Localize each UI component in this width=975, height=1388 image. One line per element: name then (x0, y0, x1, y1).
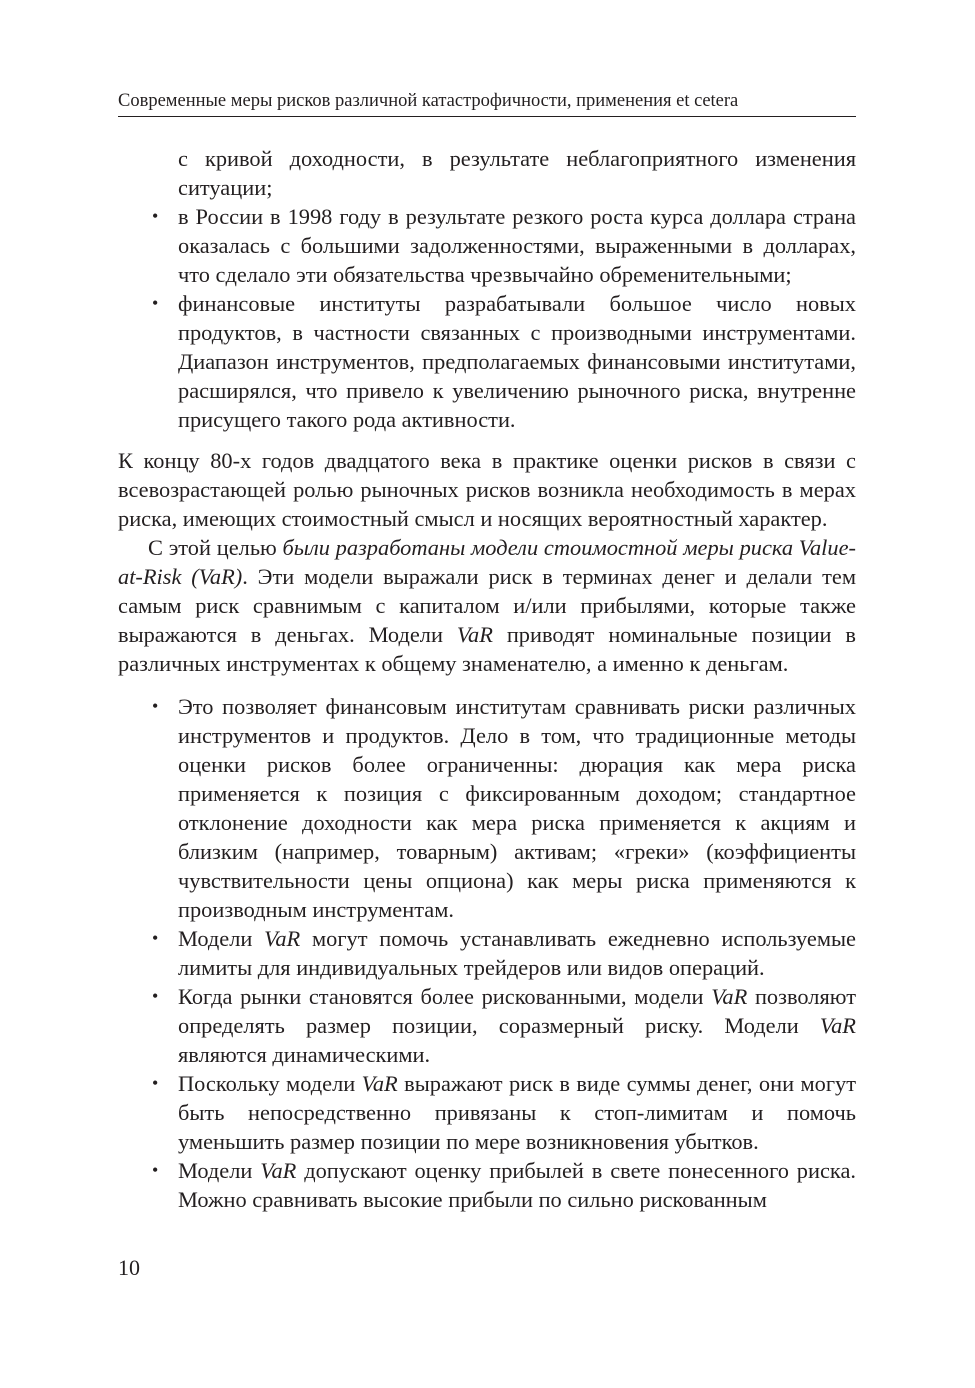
paragraph: К концу 80-х годов двадцатого века в практике оценки рисков в связи с всевозрастающей ролью рыночных рисков возникла необходимость в мерах риска, имеющих стоимостный смысл и носящих вероятностный характер. (118, 448, 856, 531)
page-number: 10 (118, 1255, 140, 1280)
var-term: VaR (260, 1158, 297, 1183)
list-item-text: Поскольку модели (178, 1071, 362, 1096)
list-item-text: Когда рынки становятся более рискованными, модели (178, 984, 712, 1009)
list-item (152, 692, 856, 924)
list-item-text: могут помочь устанавливать ежедневно используемые лимиты для индивидуальных трейдеров или видов операций. (178, 926, 856, 980)
var-term: VaR (819, 1013, 856, 1038)
bullet-icon: • (152, 986, 159, 1006)
running-header: Современные меры рисков различной катастрофичности, применения et cetera (118, 91, 739, 111)
var-term: VaR (361, 1071, 398, 1096)
bullet-icon: • (152, 206, 159, 226)
paragraph-tail: приводят номинальные позиции в различных инструментах к общему знаменателю, а именно к деньгам. (118, 622, 856, 676)
paragraph-emphasis: были разработаны модели стоимостной меры риска Value-at-Risk (VaR) (118, 535, 856, 589)
list-item-text: допускают оценку прибылей в свете понесенного риска. Можно сравнивать высокие прибыли по сильно рискованным (178, 1158, 856, 1212)
list-item-text: Модели (178, 926, 265, 951)
paragraph-lead: С этой целью (148, 535, 283, 560)
list-item-text: Модели (178, 1158, 261, 1183)
paragraph (118, 533, 856, 678)
list-item (152, 1069, 856, 1156)
list-item-text: являются динамическими. (178, 1042, 431, 1067)
body-text (118, 144, 856, 1214)
continued-bullet-text: с кривой доходности, в результате неблагоприятного изменения ситуации; (178, 146, 856, 200)
list-item (152, 202, 856, 289)
bullet-icon: • (152, 1160, 159, 1180)
list-item-text: финансовые институты разрабатывали большое число новых продуктов, в частности связанных с производными инструментами. Диапазон инструментов, предполагаемых финансовыми институтами, расширялся, что привело к увеличению рыночного риска, внутренне присущего такого рода активности. (178, 291, 856, 432)
list-item (152, 1156, 856, 1214)
list-item (152, 924, 856, 982)
list-item-text: в России в 1998 году в результате резкого роста курса доллара страна оказалась с большими задолженностями, выраженными в долларах, что сделало эти обязательства чрезвычайно обременительными; (178, 204, 856, 287)
list-item (152, 982, 856, 1069)
list-item-text: Это позволяет финансовым институтам сравнивать риски различных инструментов и продуктов. Дело в том, что традиционные методы оценки рисков более ограниченны: дюрация как мера риска применяется к позиция с фиксированным доходом; стандартное отклонение доходности как мера риска применяется к акциям и близким (например, товарным) активам; «греки» (коэффициенты чувствительности цены опциона) как меры риска применяются к производным инструментам. (178, 694, 856, 922)
list-item (152, 289, 856, 434)
var-term: VaR (711, 984, 748, 1009)
bullet-icon: • (152, 1073, 159, 1093)
list-item-text: выражают риск в виде суммы денег, они могут быть непосредственно привязаны к стоп-лимитам и помочь уменьшить размер позиции по мере возникновения убытков. (178, 1071, 856, 1154)
header-rule (118, 116, 856, 117)
var-term: VaR (456, 622, 493, 647)
paragraph-middle: . Эти модели выражали риск в терминах денег и делали тем самым риск сравнимым с капиталом и/или прибылями, которые также выражаются в деньгах. Модели (118, 564, 857, 647)
bullet-icon: • (152, 293, 159, 313)
bullet-icon: • (152, 696, 159, 716)
bullet-list-top (118, 202, 856, 434)
list-item-text: позволяют определять размер позиции, соразмерный риску. Модели (178, 984, 856, 1038)
bullet-icon: • (152, 928, 159, 948)
var-term: VaR (264, 926, 301, 951)
bullet-list-bottom (118, 692, 856, 1214)
